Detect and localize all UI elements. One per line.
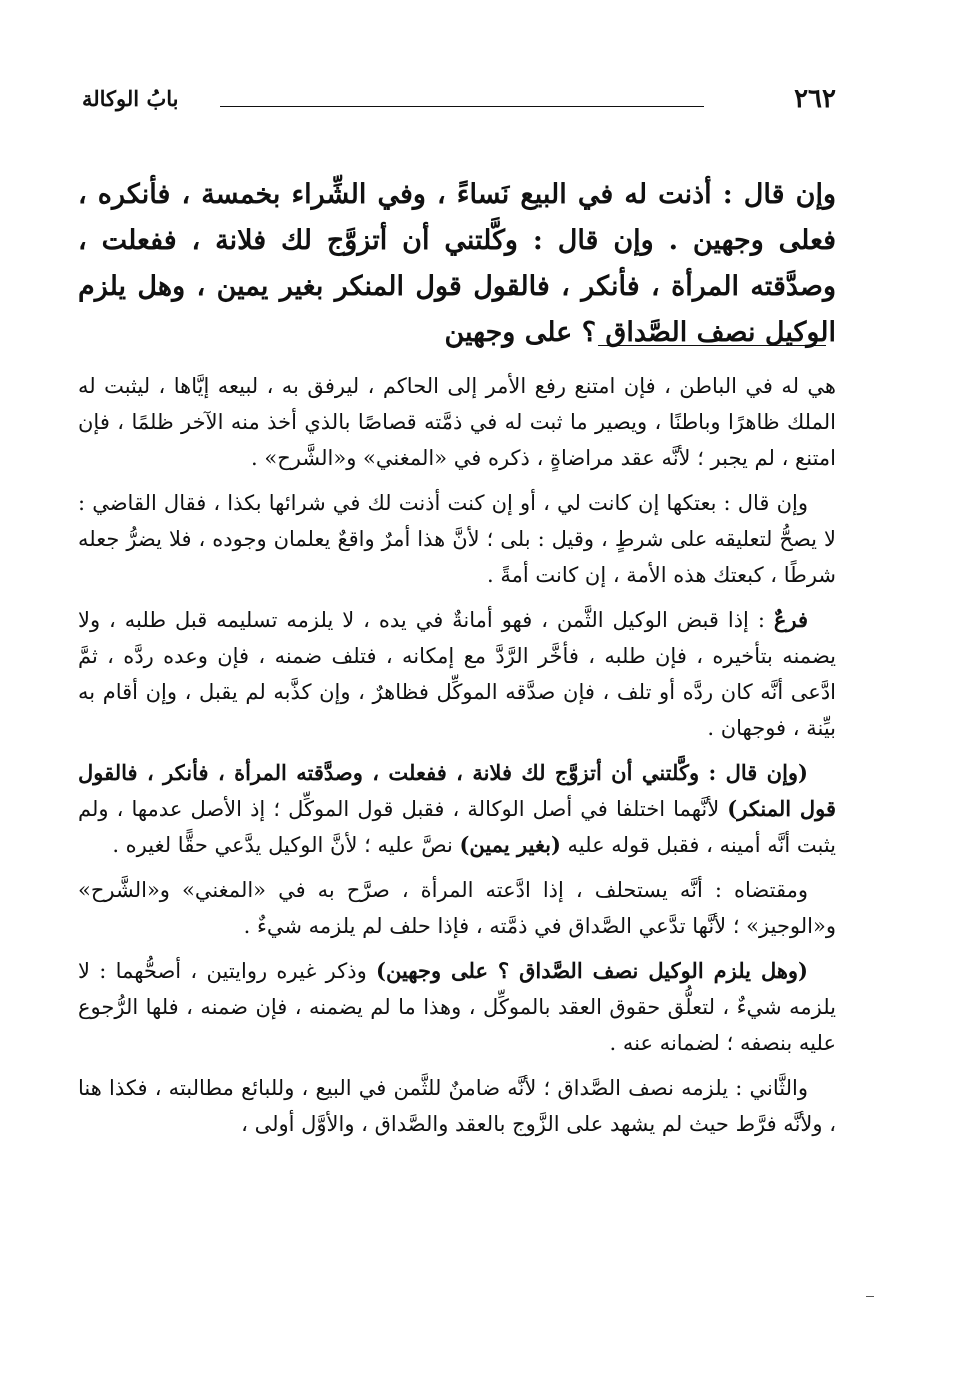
margin-mark	[866, 1296, 874, 1297]
page-header	[82, 84, 836, 124]
quoted-matn-1: (وإن قال : وكَّلتني أن أتزوَّج لك فلانة ، ففعلت ، وصدَّقته المرأة ، فأنكر ، فالقول قول المنكر)	[78, 760, 836, 821]
quoted-matn-3: (وهل يلزم الوكيل نصف الصَّداق ؟ على وجهين)	[376, 958, 808, 983]
commentary-paragraph-7: والثَّاني : يلزمه نصف الصَّداق ؛ لأنَّه ضامنٌ للثَّمن في البيع ، وللبائع مطالبته ، فكذا هنا ، ولأنَّه فرَّط حيث لم يشهد على الزَّوج بالعقد والصَّداق ، والأوَّل أولى ،	[78, 1076, 836, 1136]
matn-underline	[598, 345, 826, 346]
commentary-paragraph-5: ومقتضاه : أنَّه يستحلف ، إذا ادَّعته المرأة ، صرَّح به في «المغني» و«الشَّرح» و«الوجيز» ؛ لأنَّها تدَّعي الصَّداق في ذمَّته ، فإذا حلف لم يلزمه شيءٌ .	[78, 878, 836, 938]
commentary	[78, 368, 836, 1151]
header-rule	[220, 106, 704, 107]
commentary-paragraph-3	[78, 602, 836, 746]
commentary-text-4a: لأنَّهما اختلفا في أصل الوكالة ، فقبل قول الموكِّل ؛ إذ الأصل عدمها ، ولم يثبت أنَّه أمينه ، فقبل قوله عليه	[78, 797, 836, 857]
commentary-paragraph-6	[78, 953, 836, 1061]
far-text: : إذا قبض الوكيل الثَّمن ، فهو أمانةٌ في يده ، لا يلزمه تسليمه قبل طلبه ، ولا يضمنه بتأخيره ، فإن طلبه ، فأخَّر الرَّدَّ مع إمكانه ، فتلف ضمنه ، فإن وعده ردَّه ، ثمَّ ادَّعى أنَّه كان ردَّه أو تلف ، فإن صدَّقه الموكِّل فظاهرٌ ، وإن كذَّبه لم يقبل ، وإن أقام به بيِّنة ، فوجهان .	[78, 608, 836, 740]
commentary-text-6: وذكر غيره روايتين ، أصحُّهما : لا يلزمه شيءٌ ، لتعلُّق حقوق العقد بالموكِّل ، وهذا ما لم يضمنه ، فإن ضمنه ، فلها الرُّجوع عليه بنصفه ؛ لضمانه عنه .	[78, 959, 836, 1055]
running-title: بابُ الوكالة	[82, 86, 179, 111]
matn-text: وإن قال : أذنت له في البيع نَساءً ، وفي الشِّراء بخمسة ، فأنكره ، فعلى وجهين . وإن قال : وكَّلتني أن أتزوَّج لك فلانة ، ففعلت ، وصدَّقته المرأة ، فأنكر ، فالقول قول المنكر بغير يمين ، وهل يلزم الوكيل نصف الصَّداق ؟ على وجهين	[78, 179, 836, 348]
commentary-paragraph-4	[78, 755, 836, 863]
commentary-paragraph-1: هي له في الباطن ، فإن امتنع رفع الأمر إلى الحاكم ، ليرفق به ، لبيعه إيَّاها ، ليثبت له الملك ظاهرًا وباطنًا ، ويصير ما ثبت له في ذمَّته قصاصًا بالذي أخذ منه الآخر ظلمًا ، فإن امتنع ، لم يجبر ؛ لأنَّه عقد مراضاةٍ ، ذكره في «المغني» و«الشَّرح» .	[78, 374, 836, 470]
quoted-matn-2: (بغير يمين)	[459, 832, 561, 857]
page-number: ٢٦٢	[794, 84, 836, 114]
commentary-text-4b: نصَّ عليه ؛ لأنَّ الوكيل يدَّعي حقًّا لغيره .	[112, 833, 460, 857]
far-heading: فرعٌ	[773, 607, 808, 632]
commentary-paragraph-2: وإن قال : بعتكها إن كانت لي ، أو إن كنت أذنت لك في شرائها بكذا ، فقال القاضي : لا يصحُّ لتعليقه على شرطٍ ، وقيل : بلى ؛ لأنَّ هذا أمرٌ واقعٌ يعلمان وجوده ، فلا يضرُّ جعله شرطًا ، كبعتك هذه الأمة ، إن كانت أمةً .	[78, 491, 836, 587]
